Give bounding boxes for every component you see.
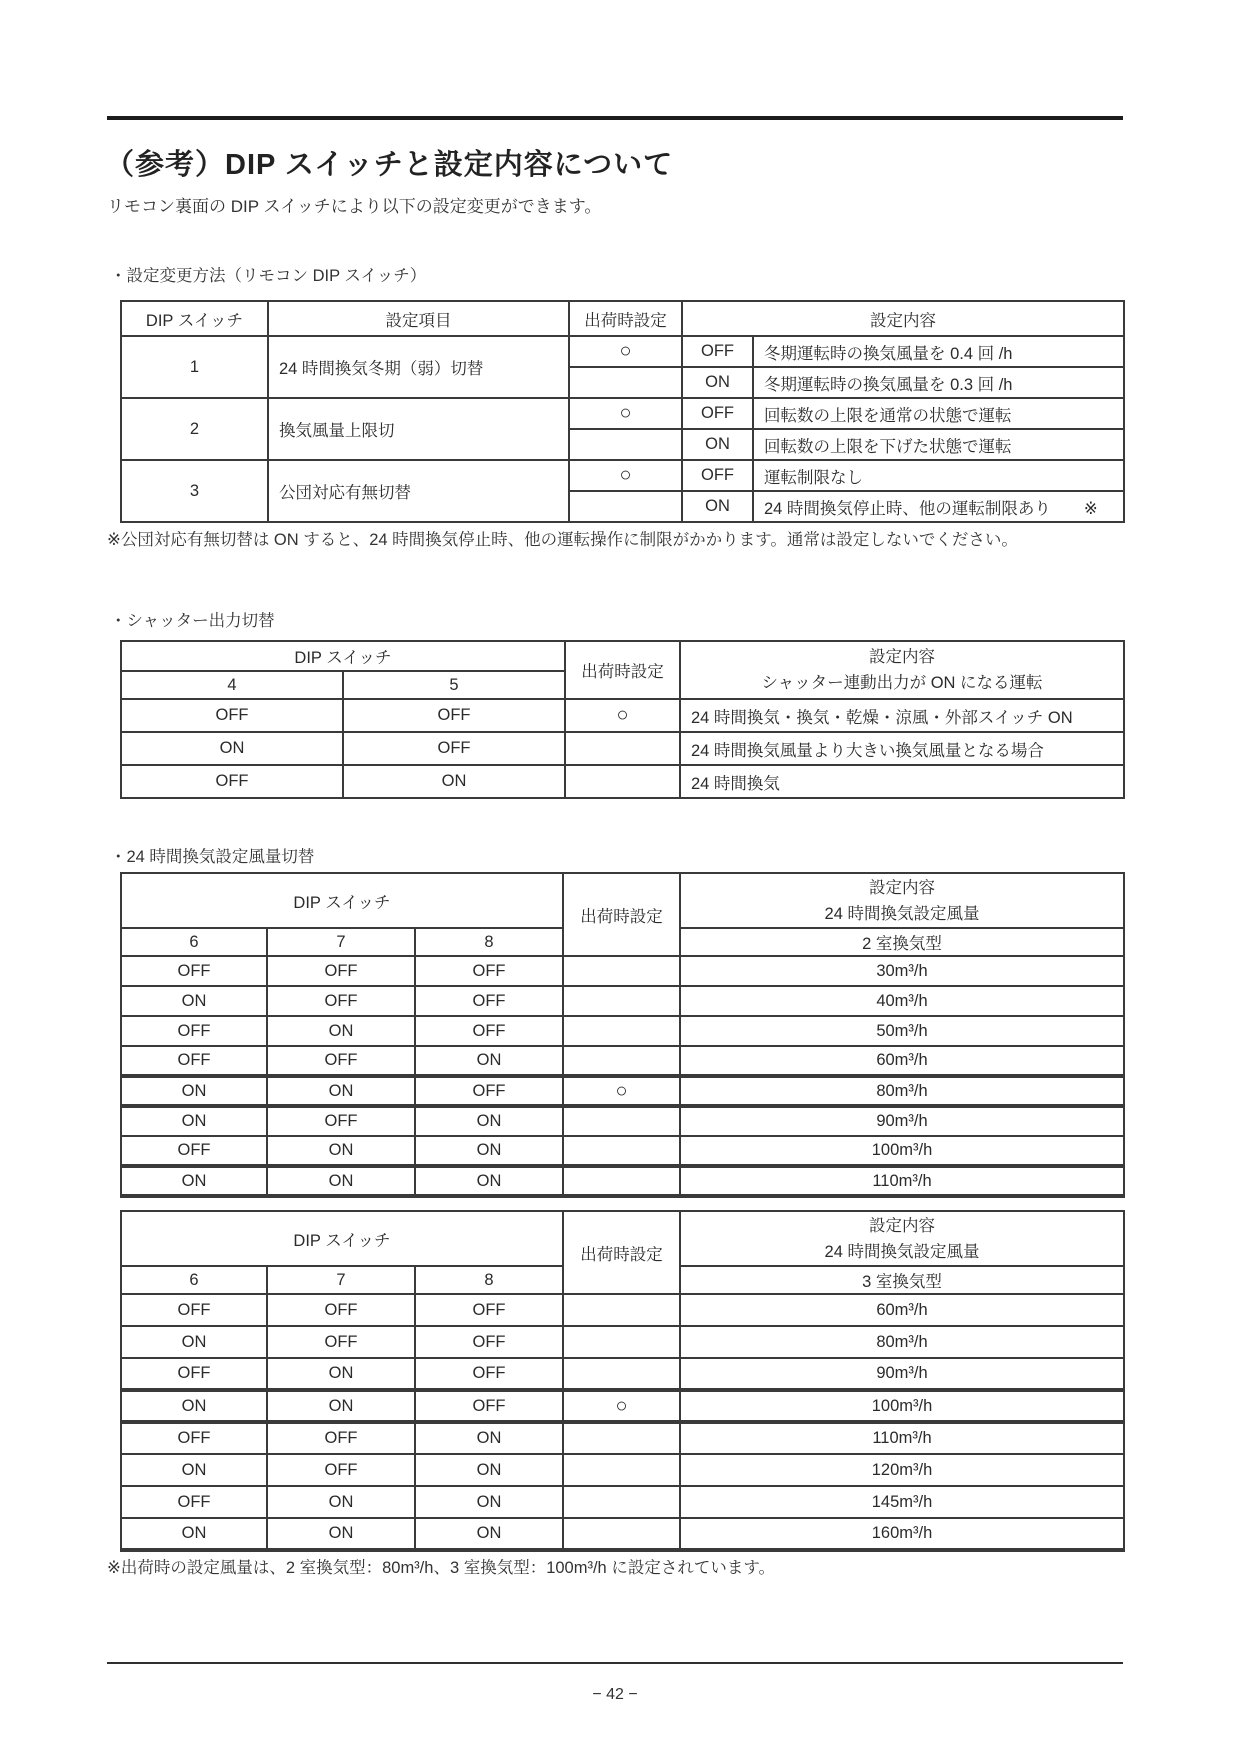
- table-row: [121, 1422, 1124, 1454]
- col-header-switch-8: 8: [415, 1266, 563, 1294]
- switch-state: OFF: [267, 1106, 415, 1136]
- switch-state: ON: [267, 1016, 415, 1046]
- switch-state: ON: [121, 1166, 267, 1196]
- switch-state: OFF: [121, 1016, 267, 1046]
- setting-content: 回転数の上限を下げた状態で運転: [753, 429, 1124, 460]
- table-row: [121, 732, 1124, 765]
- factory-default-mark: [569, 367, 682, 398]
- col-header-setting-content: [680, 873, 1124, 928]
- switch-state: ON: [682, 429, 753, 460]
- switch-state: ON: [121, 1518, 267, 1550]
- switch-state: OFF: [267, 1294, 415, 1326]
- switch-state: ON: [415, 1106, 563, 1136]
- switch-state: OFF: [267, 956, 415, 986]
- factory-default-mark: [563, 986, 680, 1016]
- factory-default-mark: [563, 1136, 680, 1166]
- table-row: [121, 699, 1124, 732]
- page-subtitle: リモコン裏面の DIP スイッチにより以下の設定変更ができます。: [107, 197, 602, 216]
- setting-item: 24 時間換気冬期（弱）切替: [268, 336, 569, 398]
- setting-content: 運転制限なし: [753, 460, 1124, 491]
- section-label-24h-airflow: ・24 時間換気設定風量切替: [110, 848, 315, 866]
- table-header-row: [121, 1211, 1124, 1266]
- section-label-shutter-output: ・シャッター出力切替: [110, 612, 275, 630]
- factory-default-mark: [563, 1454, 680, 1486]
- col-header-dip-switch: DIP スイッチ: [121, 1211, 563, 1266]
- footer-rule: [107, 1662, 1123, 1664]
- switch-state: OFF: [121, 699, 343, 732]
- setting-content-title: 設定内容: [869, 1216, 935, 1235]
- table-row: [121, 956, 1124, 986]
- col-header-setting-content: [680, 641, 1124, 699]
- col-header-switch-6: 6: [121, 1266, 267, 1294]
- setting-item: 公団対応有無切替: [268, 460, 569, 522]
- switch-state: ON: [267, 1076, 415, 1106]
- switch-state: ON: [267, 1136, 415, 1166]
- airflow-value: 80m³/h: [680, 1076, 1124, 1106]
- setting-content: 24 時間換気: [680, 765, 1124, 798]
- setting-content-subtitle: シャッター連動出力が ON になる運転: [761, 674, 1043, 692]
- switch-state: ON: [415, 1518, 563, 1550]
- switch-state: OFF: [415, 1076, 563, 1106]
- switch-state: ON: [415, 1422, 563, 1454]
- table-row: [121, 1358, 1124, 1390]
- top-rule: [107, 116, 1123, 120]
- note-public-housing: ※公団対応有無切替は ON すると、24 時間換気停止時、他の運転操作に制限がかかります。通常は設定しないでください。: [107, 531, 1018, 549]
- col-header-factory-default: 出荷時設定: [563, 1211, 680, 1294]
- col-header-switch-4: 4: [121, 671, 343, 699]
- switch-state: OFF: [121, 1358, 267, 1390]
- airflow-value: 50m³/h: [680, 1016, 1124, 1046]
- switch-state: ON: [267, 1390, 415, 1422]
- airflow-value: 110m³/h: [680, 1166, 1124, 1196]
- factory-default-mark: [563, 1358, 680, 1390]
- factory-default-mark: [569, 491, 682, 522]
- table-row: [121, 1106, 1124, 1136]
- col-header-switch-8: 8: [415, 928, 563, 956]
- setting-content-subtitle: 24 時間換気設定風量: [824, 904, 980, 923]
- setting-item: 換気風量上限切: [268, 398, 569, 460]
- factory-default-mark: [563, 1294, 680, 1326]
- setting-content: 回転数の上限を通常の状態で運転: [753, 398, 1124, 429]
- col-header-dip-switch: DIP スイッチ: [121, 641, 565, 671]
- factory-default-mark: ○: [569, 460, 682, 491]
- setting-content: 24 時間換気・換気・乾燥・涼風・外部スイッチ ON: [680, 699, 1124, 732]
- switch-state: ON: [121, 1106, 267, 1136]
- col-header-setting-item: 設定項目: [268, 301, 569, 336]
- page-number: − 42 −: [592, 1686, 638, 1703]
- factory-default-mark: ○: [569, 336, 682, 367]
- switch-state: OFF: [121, 765, 343, 798]
- switch-state: OFF: [415, 1016, 563, 1046]
- switch-state: OFF: [121, 1136, 267, 1166]
- switch-state: ON: [121, 732, 343, 765]
- switch-state: ON: [267, 1486, 415, 1518]
- airflow-value: 80m³/h: [680, 1326, 1124, 1358]
- col-header-switch-7: 7: [267, 1266, 415, 1294]
- airflow-value: 90m³/h: [680, 1106, 1124, 1136]
- factory-default-mark: ○: [563, 1076, 680, 1106]
- table-row: [121, 398, 1124, 429]
- note-factory-airflow: ※出荷時の設定風量は、2 室換気型：80m³/h、3 室換気型：100m³/h に設定されています。: [107, 1559, 775, 1577]
- switch-state: OFF: [415, 1358, 563, 1390]
- table-row: [121, 1016, 1124, 1046]
- dip-number: 3: [121, 460, 268, 522]
- airflow-value: 60m³/h: [680, 1294, 1124, 1326]
- table-row: [121, 460, 1124, 491]
- factory-default-mark: [563, 1422, 680, 1454]
- switch-state: ON: [415, 1136, 563, 1166]
- switch-state: ON: [267, 1518, 415, 1550]
- table-row-factory-default: [121, 1390, 1124, 1422]
- table-row: [121, 1166, 1124, 1196]
- table-row-factory-default: [121, 1076, 1124, 1106]
- switch-state: OFF: [682, 398, 753, 429]
- switch-state: OFF: [682, 336, 753, 367]
- setting-content: 冬期運転時の換気風量を 0.4 回 /h: [753, 336, 1124, 367]
- setting-content: 24 時間換気停止時、他の運転制限あり ※: [753, 491, 1124, 522]
- switch-state: OFF: [267, 986, 415, 1016]
- airflow-value: 120m³/h: [680, 1454, 1124, 1486]
- switch-state: ON: [415, 1454, 563, 1486]
- switch-state: OFF: [343, 732, 565, 765]
- col-header-switch-6: 6: [121, 928, 267, 956]
- table-row: [121, 1294, 1124, 1326]
- setting-content-title: 設定内容: [869, 878, 935, 897]
- table-row: [121, 1326, 1124, 1358]
- switch-state: OFF: [267, 1454, 415, 1486]
- factory-default-mark: [563, 1016, 680, 1046]
- switch-state: ON: [415, 1046, 563, 1076]
- table-header-row: [121, 301, 1124, 336]
- shutter-output-table: [120, 640, 1125, 799]
- switch-state: ON: [121, 1076, 267, 1106]
- switch-state: OFF: [121, 956, 267, 986]
- switch-state: OFF: [682, 460, 753, 491]
- factory-default-mark: [563, 1326, 680, 1358]
- switch-state: ON: [682, 491, 753, 522]
- factory-default-mark: [563, 1106, 680, 1136]
- col-header-setting-content: [680, 1211, 1124, 1266]
- airflow-value: 100m³/h: [680, 1390, 1124, 1422]
- setting-content-title: 設定内容: [869, 648, 935, 666]
- airflow-value: 90m³/h: [680, 1358, 1124, 1390]
- col-header-dip-switch: DIP スイッチ: [121, 301, 268, 336]
- setting-content-subtitle: 24 時間換気設定風量: [824, 1242, 980, 1261]
- switch-state: ON: [121, 986, 267, 1016]
- factory-default-mark: [569, 429, 682, 460]
- table-row: [121, 1136, 1124, 1166]
- factory-default-mark: [565, 765, 680, 798]
- col-header-setting-content: 設定内容: [682, 301, 1124, 336]
- switch-state: OFF: [415, 1390, 563, 1422]
- airflow-value: 100m³/h: [680, 1136, 1124, 1166]
- setting-content: 24 時間換気風量より大きい換気風量となる場合: [680, 732, 1124, 765]
- switch-state: ON: [415, 1166, 563, 1196]
- col-header-factory-default: 出荷時設定: [569, 301, 682, 336]
- airflow-3room-table: [120, 1210, 1125, 1552]
- table-row: [121, 986, 1124, 1016]
- table-row: [121, 1518, 1124, 1550]
- airflow-value: 160m³/h: [680, 1518, 1124, 1550]
- switch-state: OFF: [267, 1326, 415, 1358]
- airflow-value: 60m³/h: [680, 1046, 1124, 1076]
- table-row: [121, 1454, 1124, 1486]
- factory-default-mark: ○: [565, 699, 680, 732]
- dip-number: 1: [121, 336, 268, 398]
- switch-state: OFF: [415, 986, 563, 1016]
- airflow-value: 110m³/h: [680, 1422, 1124, 1454]
- table-header-row: [121, 873, 1124, 928]
- section-label-dip-setting-method: ・設定変更方法（リモコン DIP スイッチ）: [110, 267, 427, 285]
- switch-state: OFF: [121, 1486, 267, 1518]
- switch-state: OFF: [267, 1422, 415, 1454]
- switch-state: ON: [267, 1358, 415, 1390]
- col-header-switch-7: 7: [267, 928, 415, 956]
- page-title: （参考）DIP スイッチと設定内容について: [105, 149, 674, 181]
- table-row: [121, 1486, 1124, 1518]
- airflow-value: 40m³/h: [680, 986, 1124, 1016]
- factory-default-mark: [563, 1166, 680, 1196]
- switch-state: OFF: [267, 1046, 415, 1076]
- col-header-factory-default: 出荷時設定: [563, 873, 680, 956]
- switch-state: OFF: [415, 1294, 563, 1326]
- factory-default-mark: ○: [563, 1390, 680, 1422]
- airflow-2room-table: [120, 872, 1125, 1198]
- factory-default-mark: [565, 732, 680, 765]
- switch-state: ON: [682, 367, 753, 398]
- factory-default-mark: [563, 1486, 680, 1518]
- table-header-row: [121, 641, 1124, 671]
- factory-default-mark: ○: [569, 398, 682, 429]
- ventilation-type-label: 2 室換気型: [680, 928, 1124, 956]
- switch-state: OFF: [121, 1294, 267, 1326]
- table-row: [121, 765, 1124, 798]
- switch-state: ON: [121, 1454, 267, 1486]
- switch-state: OFF: [415, 1326, 563, 1358]
- switch-state: OFF: [121, 1422, 267, 1454]
- factory-default-mark: [563, 956, 680, 986]
- airflow-value: 145m³/h: [680, 1486, 1124, 1518]
- switch-state: ON: [121, 1326, 267, 1358]
- switch-state: OFF: [121, 1046, 267, 1076]
- switch-state: ON: [343, 765, 565, 798]
- col-header-switch-5: 5: [343, 671, 565, 699]
- col-header-dip-switch: DIP スイッチ: [121, 873, 563, 928]
- dip-number: 2: [121, 398, 268, 460]
- col-header-factory-default: 出荷時設定: [565, 641, 680, 699]
- switch-state: ON: [267, 1166, 415, 1196]
- switch-state: ON: [415, 1486, 563, 1518]
- ventilation-type-label: 3 室換気型: [680, 1266, 1124, 1294]
- switch-state: OFF: [343, 699, 565, 732]
- airflow-value: 30m³/h: [680, 956, 1124, 986]
- switch-state: OFF: [415, 956, 563, 986]
- switch-state: ON: [121, 1390, 267, 1422]
- factory-default-mark: [563, 1046, 680, 1076]
- setting-content: 冬期運転時の換気風量を 0.3 回 /h: [753, 367, 1124, 398]
- factory-default-mark: [563, 1518, 680, 1550]
- table-row: [121, 1046, 1124, 1076]
- dip-switch-settings-table: [120, 300, 1125, 523]
- table-row: [121, 336, 1124, 367]
